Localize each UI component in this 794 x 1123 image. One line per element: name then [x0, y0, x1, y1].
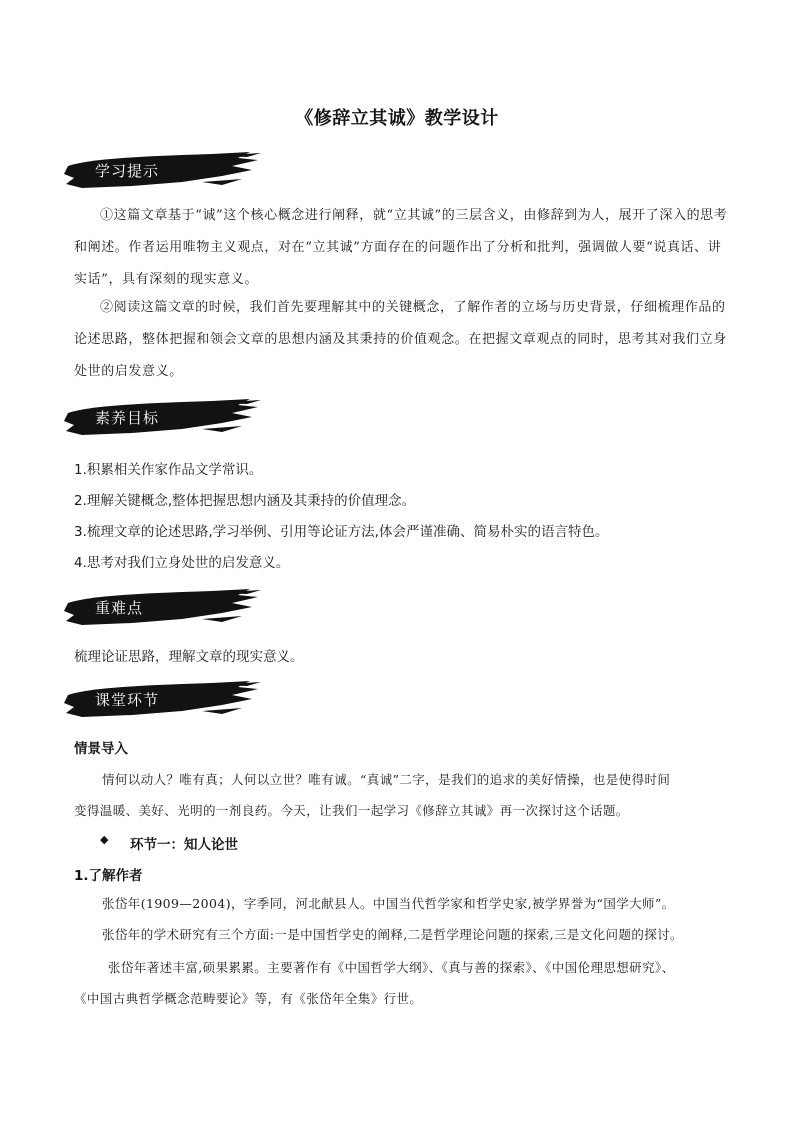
- section-heading-label: 学习提示: [95, 162, 160, 180]
- study-tips-paragraph-2: ②阅读这篇文章的时候，我们首先要理解其中的关键概念，了解作者的立场与历史背景，仔细梳理作品的论述思路，整体把握和领会文章的思想内涵及其秉持的价值观念。在把握文章观点的同时，思考其对我们立身处世的启发意义。: [74, 300, 727, 379]
- section-heading-goals: [62, 399, 262, 439]
- goal-item: 2.理解关键概念,整体把握思想内涵及其秉持的价值理念。: [74, 493, 416, 509]
- author-line: 张岱年著述丰富,硕果累累。主要著作有《中国哲学大纲》、《真与善的探索》、《中国伦理思想研究》、: [108, 960, 675, 975]
- study-tips-paragraph-1: ①这篇文章基于“诚”这个核心概念进行阐释，就“立其诚”的三层含义，由修辞到为人，展开了深入的思考和阐述。作者运用唯物主义观点，对在“立其诚”方面存在的问题作出了分析和批判，强调做人要“说真话、讲实话”，具有深刻的现实意义。: [74, 208, 728, 287]
- brush-stroke-icon: [62, 681, 262, 721]
- diamond-bullet-icon: ◆: [100, 833, 109, 846]
- goal-item: 1.积累相关作家作品文学常识。: [74, 462, 263, 478]
- section-heading-study-tips: [62, 152, 262, 192]
- author-line: 《中国古典哲学概念范畴要论》等，有《张岱年全集》行世。: [74, 991, 423, 1006]
- intro-line: 变得温暖、美好、光明的一剂良药。今天，让我们一起学习《修辞立其诚》再一次探讨这个话题。: [74, 803, 629, 818]
- section-heading-label: 素养目标: [95, 409, 160, 427]
- key-points-text: 梳理论证思路，理解文章的现实意义。: [74, 649, 304, 665]
- brush-stroke-icon: [62, 152, 262, 192]
- author-line: 张岱年的学术研究有三个方面:一是中国哲学史的阐释,二是哲学理论问题的探索,三是文化问题的探讨。: [102, 927, 683, 942]
- intro-line: 情何以动人？唯有真；人何以立世？唯有诚。“真诚”二字，是我们的追求的美好情操，也是使得时间: [102, 772, 671, 787]
- author-heading: 1.了解作者: [74, 868, 143, 884]
- brush-stroke-icon: [62, 589, 262, 629]
- author-line: 张岱年(1909—2004)，字季同，河北献县人。中国当代哲学家和哲学史家,被学界誉为“国学大师”。: [102, 896, 675, 911]
- step-heading: 环节一：知人论世: [130, 837, 238, 853]
- section-heading-class: [62, 681, 262, 721]
- document-title: 《修辞立其诚》教学设计: [295, 108, 499, 129]
- goal-item: 3.梳理文章的论述思路,学习举例、引用等论证方法,体会严谨准确、简易朴实的语言特色。: [74, 524, 609, 540]
- intro-heading: 情景导入: [74, 741, 128, 757]
- section-heading-key-points: [62, 589, 262, 629]
- section-heading-label: 重难点: [95, 599, 144, 617]
- brush-stroke-icon: [62, 399, 262, 439]
- section-heading-label: 课堂环节: [95, 691, 160, 709]
- goal-item: 4.思考对我们立身处世的启发意义。: [74, 555, 290, 571]
